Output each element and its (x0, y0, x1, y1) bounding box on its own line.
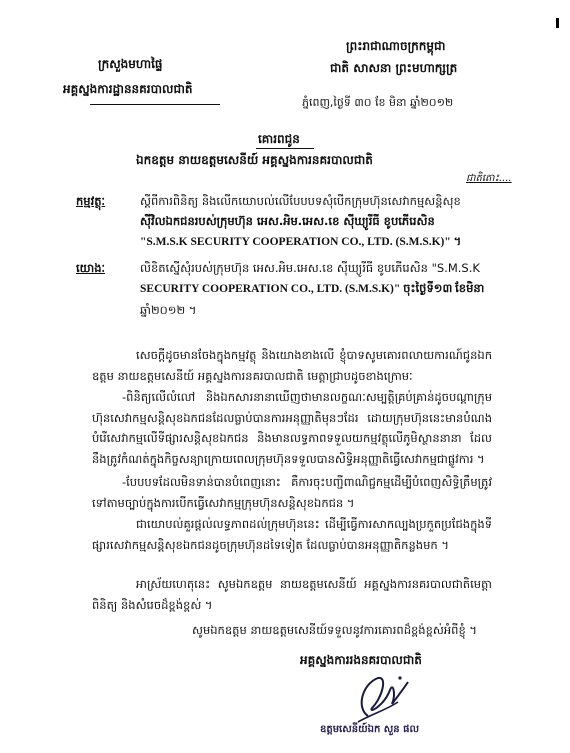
body-point-2: -បែបបទដែលមិនទាន់បានបំពេញនោះ គឺការចុះបញ្ជីពាណិជ្ជកម្មដើម្បីបំពេញសិទ្ធិត្រឹមត្រូវទៅតាមច្បាប់ក្នុងការបើកធ្វើសេវាកម្មក្រុមហ៊ុនសន្តិសុខឯកជន ។ (92, 475, 492, 510)
signature-title: អគ្គស្នងការរងនគរបាលជាតិ (300, 653, 422, 667)
recipient: ឯកឧត្តម នាយឧត្តមសេនីយ៍ អគ្គស្នងការនគរបាលជាតិ (136, 153, 373, 167)
reference-label: យោងៈ (76, 261, 106, 275)
body-opinion: ជាយោបល់គួរផ្តល់លទ្ធភាពដល់ក្រុមហ៊ុននេះ ដើម្បីធ្វើការសាកល្បងប្រកួតប្រជែងក្នុងទីផ្សារសេវាកម្មសន្តិសុខឯកជនដូចក្រុមហ៊ុនដទៃទៀត ដែលធ្លាប់បានអនុញ្ញាតិកន្លងមក ។ (92, 517, 492, 552)
kingdom-name: ព្រះរាជាណាចក្រកម្ពុជា (346, 39, 446, 53)
body-intro: សេចក្តីដូចមានចែងក្នុងកម្មវត្ថុ និងយោងខាងលើ ខ្ញុំបាទសូមគោរពលាយការណ៍ជូនឯកឧត្តម នាយឧត្តមសេនីយ៍ អគ្គស្នងការនគរបាលជាតិ មេត្តាជ្រាបដូចខាងក្រោមៈ (92, 348, 492, 383)
signatory-name: ឧត្តមសេនីយ៍ឯក សួន ផល (320, 724, 420, 735)
document-date: ភ្នំពេញ,ថ្ងៃទី ៣០ ខែ មិនា ឆ្នាំ២០១២ (302, 96, 454, 109)
subject-line-3: "S.M.S.K SECURITY COOPERATION CO., LTD. (S.M.S.K)" ។ (140, 236, 462, 248)
subject-line-2: ស៊ីវិលឯកជនរបស់ក្រុមហ៊ុន អេស.អិម.អេស.ខេ ស៊ីឃ្យូរីធី ខូបភើរេសិន (140, 214, 435, 228)
reference-line-2: SECURITY COOPERATION CO., LTD. (S.M.S.K)" ចុះថ្ងៃទី១៣ ខែមិនា (140, 283, 485, 295)
ministry-name: ក្រសួងមហាផ្ទៃ (98, 57, 163, 71)
subject-line-1: ស្តីពីការពិនិត្យ និងលើកយោបល់លើបែបបទសុំបើកក្រុមហ៊ុនសេវាកម្មសន្តិសុខ (140, 194, 461, 208)
national-motto: ជាតិ សាសនា ព្រះមហាក្សត្រ (330, 61, 458, 75)
reference-line-3: ឆ្នាំ២០១២ ។ (140, 303, 197, 317)
department-name: អគ្គស្នងការដ្ឋាននគរបាលជាតិ (63, 82, 193, 96)
subject-label: កម្មវត្ថុៈ (76, 194, 106, 208)
respect-underline (256, 148, 314, 149)
body-request: អាស្រ័យហេតុនេះ សូមឯកឧត្តម នាយឧត្តមសេនីយ៍ អគ្គស្នងការនគរបាលជាតិមេត្តាពិនិត្យ និងសំរេចដ៏ខ្ពង់ខ្ពស់ ។ (92, 577, 492, 612)
department-underline (90, 104, 220, 105)
reference-line-1: លិខិតស្នើសុំរបស់ក្រុមហ៊ុន អេស.អិម.អេស.ខេ ស៊ីឃ្យូរីធី ខូបភើរេសិន "S.M.S.K (140, 261, 480, 275)
handwritten-note: ជាតិតោះ.... (466, 173, 512, 184)
body-point-1: -ពិនិត្យលើលំលៅ និងឯកសារនានាឃើញថាមានលក្ខណៈសម្បត្តិគ្រប់គ្រាន់ដូចបណ្តាក្រុមហ៊ុនសេវាកម្មសន្តិសុខឯកជនដែលធ្លាប់បានការអនុញ្ញាតិមុនៗដែរ ដោយក្រុមហ៊ុននេះមានបំណងបំរើសេវាកម្មលើទីផ្សារសន្តិសុខឯកជន និងមានលទ្ធភាពទទួលយកម្មវត្ថុលើភូមិស្ថាននានា ដែលនឹងត្រូវកំណត់ក្នុងកិច្ចសន្យាក្រោយពេលក្រុមហ៊ុនទទួលបានសិទ្ធិអនុញ្ញាតិធ្វើសេវាកម្មជាផ្លូវការ ។ (92, 390, 492, 466)
respect-to: គោរពជូន (258, 132, 300, 146)
scan-edge-mark (556, 18, 559, 28)
handwritten-signature-icon (338, 668, 418, 728)
body-closing: សូមឯកឧត្តម នាយឧត្តមសេនីយ៍ទទួលនូវការគោរពដ៏ខ្ពង់ខ្ពស់អំពីខ្ញុំ ។ (192, 623, 477, 637)
